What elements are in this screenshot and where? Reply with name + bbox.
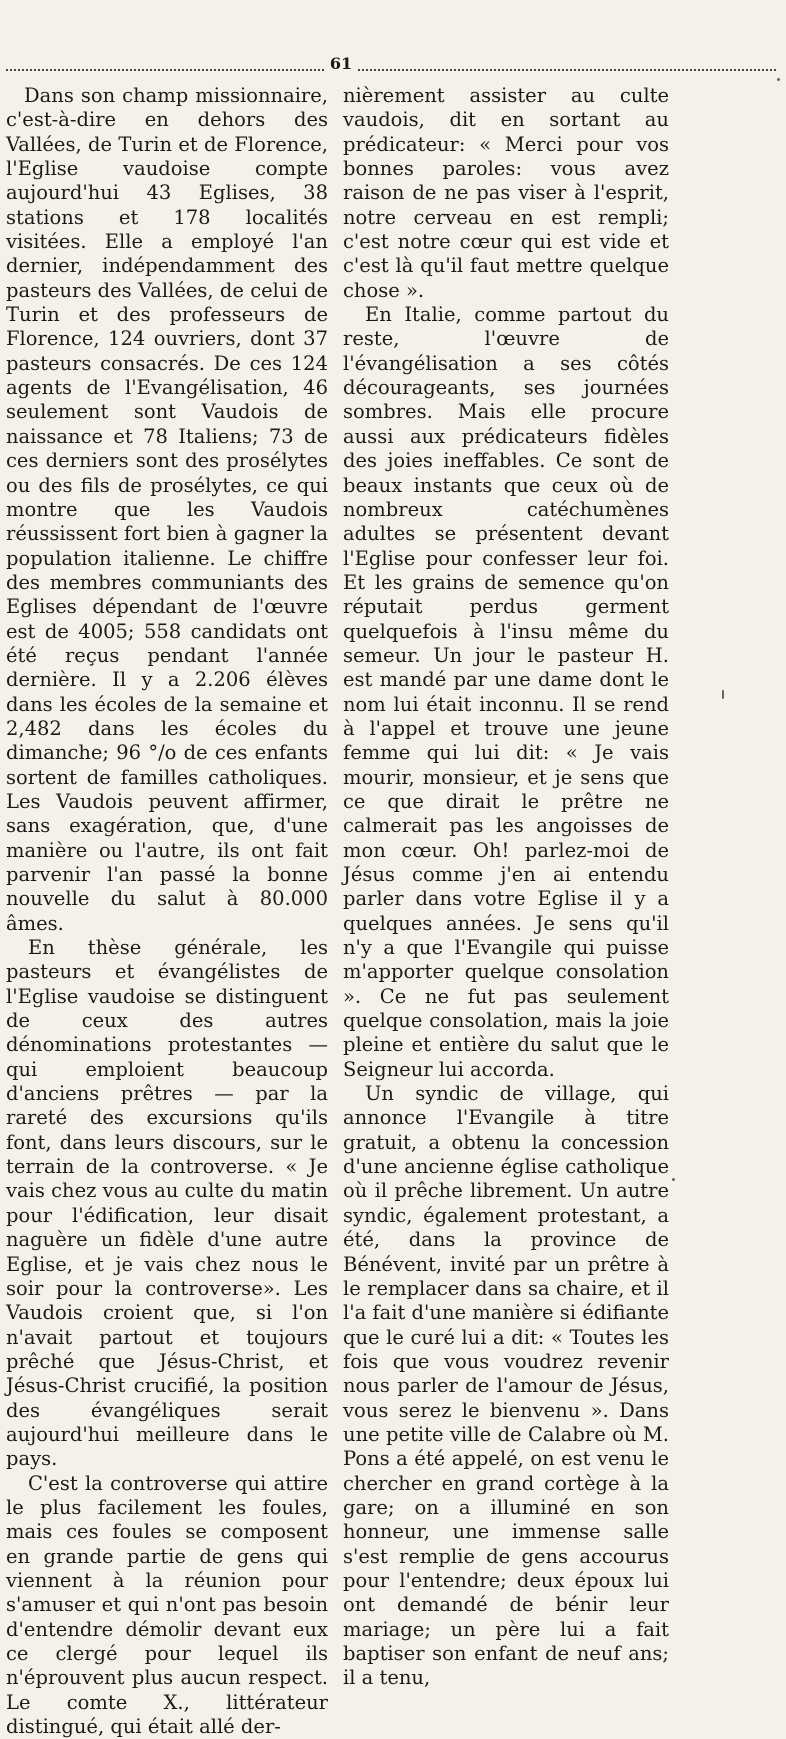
- header-rule-left: [6, 69, 324, 71]
- paragraph-crowds: C'est la controverse qui attire le plus facilement les foules, mais ces foules se composent en grande partie de gens qui viennent à la réunion pour s'amuser et qui n'ont pas besoin d'entendre démolir devant eux ce clergé pour lequel ils n'éprouvent plus aucun respect. Le comte X., littérateur distingué, qui était allé der-: [6, 1471, 328, 1739]
- paragraph-controversy: En thèse générale, les pasteurs et évangélistes de l'Eglise vaudoise se distinguent de ceux des autres dénominations protestantes — qui emploient beaucoup d'anciens prêtres — par la rareté des excursions qu'ils font, dans leurs discours, sur le terrain de la controverse. « Je vais chez vous au culte du matin pour l'édification, leur disait naguère un fidèle d'une autre Eglise, et je vais chez nous le soir pour la controverse». Les Vaudois croient que, si l'on n'avait partout et toujours prêché que Jésus-Christ, et Jésus-Christ crucifié, la position des évangéliques serait aujourd'hui meilleure dans le pays.: [6, 936, 328, 1471]
- page-number: 61: [329, 54, 353, 73]
- paragraph-italy: En Italie, comme partout du reste, l'œuvre de l'évangélisation a ses côtés décourageants, ses journées sombres. Mais elle procure aussi aux prédicateurs fidèles des joies ineffables. Ce sont de beaux instants que ceux où de nombreux catéchumènes adultes se présentent devant l'Eglise pour confesser leur foi. Et les grains de semence qu'on réputait perdus germent quelquefois à l'insu même du semeur. Un jour le pasteur H. est mandé par une dame dont le nom lui était inconnu. Il se rend à l'appel et trouve une jeune femme qui lui dit: « Je vais mourir, monsieur, et je sens que ce que dirait le prêtre ne calmerait pas les angoisses de mon cœur. Oh! parlez-moi de Jésus comme j'en ai entendu parler dans votre Eglise il y a quelques années. Je sens qu'il n'y a que l'Evangile qui puisse m'apporter quelque consolation ». Ce ne fut pas seulement quelque consolation, mais la joie pleine et entière du salut que le Seigneur lui accorda.: [343, 303, 669, 1081]
- page-header: [6, 52, 776, 80]
- paragraph-count-x: nièrement assister au culte vaudois, dit en sortant au prédicateur: « Merci pour vos bonnes paroles: vous avez raison de ne pas viser à l'esprit, notre cerveau en est rempli; c'est notre cœur qui est vide et c'est là qu'il faut mettre quelque chose ».: [343, 84, 669, 302]
- right-column: [343, 84, 669, 1691]
- paper-speck: [777, 78, 780, 81]
- left-column: [6, 84, 328, 1739]
- paper-speck: [672, 1178, 675, 1181]
- paper-speck: [722, 690, 724, 699]
- paragraph-mission-field: Dans son champ missionnaire, c'est-à-dire en dehors des Vallées, de Turin et de Florence, l'Eglise vaudoise compte aujourd'hui 43 Eglises, 38 stations et 178 localités visitées. Elle a employé l'an dernier, indépendamment des pasteurs des Vallées, de celui de Turin et des professeurs de Florence, 124 ouvriers, dont 37 pasteurs consacrés. De ces 124 agents de l'Evangélisation, 46 seulement sont Vaudois de naissance et 78 Italiens; 73 de ces derniers sont des prosélytes ou des fils de prosélytes, ce qui montre que les Vaudois réussissent fort bien à gagner la population italienne. Le chiffre des membres communiants des Eglises dépendant de l'œuvre est de 4005; 558 candidats ont été reçus pendant l'année dernière. Il y a 2.206 élèves dans les écoles de la semaine et 2,482 dans les écoles du dimanche; 96 °/o de ces enfants sortent de familles catholiques. Les Vaudois peuvent affirmer, sans exagération, que, d'une manière ou l'autre, ils ont fait parvenir l'an passé la bonne nouvelle du salut à 80.000 âmes.: [6, 84, 328, 935]
- paragraph-syndic: Un syndic de village, qui annonce l'Evangile à titre gratuit, a obtenu la concession d'une ancienne église catholique où il prêche librement. Un autre syndic, également protestant, a été, dans la province de Bénévent, invité par un prêtre à le remplacer dans sa chaire, et il l'a fait d'une manière si édifiante que le curé lui a dit: « Toutes les fois que vous voudrez revenir nous parler de l'amour de Jésus, vous serez le bienvenu ». Dans une petite ville de Calabre où M. Pons a été appelé, on est venu le chercher en grand cortège à la gare; on a illuminé en son honneur, une immense salle s'est remplie de gens accourus pour l'entendre; deux époux lui ont demandé de bénir leur mariage; un père lui a fait baptiser son enfant de neuf ans; il a tenu,: [343, 1082, 670, 1690]
- header-rule-right: [358, 69, 776, 71]
